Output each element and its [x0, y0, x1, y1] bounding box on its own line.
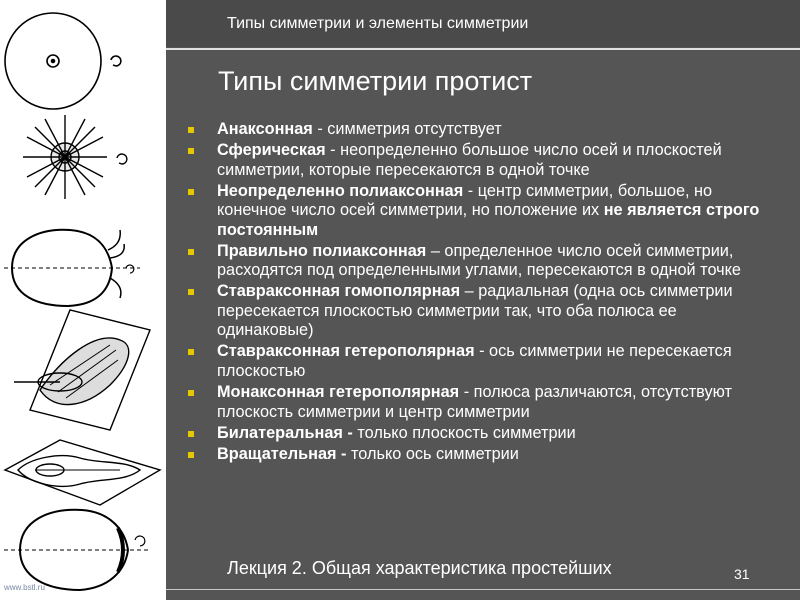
bullet-item: [186, 282, 771, 341]
footer-divider: [166, 589, 800, 590]
definition: - ось симметрии не пересекается плоскостью: [217, 342, 732, 380]
bullet-marker: [188, 390, 194, 396]
symmetry-illustrations-column: [0, 0, 166, 600]
slide-title: Типы симметрии протист: [218, 66, 533, 96]
watermark: www.bstl.ru: [4, 583, 45, 592]
term: Анаксонная: [217, 120, 313, 138]
anaxon-sphere-drawing: [5, 13, 121, 109]
term: Сферическая: [217, 141, 326, 160]
definition: - симметрия отсутствует: [312, 120, 502, 138]
bullet-item: [186, 445, 771, 465]
definition: только плоскость симметрии: [352, 423, 576, 442]
bullet-marker: [188, 249, 194, 255]
header-band: [166, 0, 800, 47]
term: Вращательная -: [217, 444, 347, 463]
definition: – радиальная (одна ось симметрии пересекается плоскостью симметрии так, что оба полюса ее одинаковые): [217, 282, 733, 340]
bullet-marker: [188, 127, 194, 133]
ciliate-planes-drawing: [14, 310, 150, 430]
term: Монаксонная гетерополярная: [217, 383, 460, 402]
bullet-marker: [188, 189, 194, 195]
flat-protist-drawing: [5, 440, 160, 505]
header-title: Типы симметрии и элементы симметрии: [227, 15, 529, 32]
definition: только ось симметрии: [346, 444, 519, 463]
definition: - центр симметрии, большое, но конечное число осей симметрии, но положение их: [217, 181, 713, 220]
term: Правильно полиаксонная: [217, 241, 427, 260]
bullet-item: [186, 182, 771, 241]
bullet-item: [186, 424, 771, 444]
radiolarian-drawing: [23, 115, 127, 199]
definition: - неопределенно большое число осей и плоскостей симметрии, которые пересекаются в одной точке: [217, 141, 722, 179]
bullet-list: [186, 120, 771, 466]
bullet-item: [186, 342, 771, 381]
term: Ставраксонная гомополярная: [217, 282, 461, 301]
protist-drawings: [0, 0, 166, 600]
bullet-item: [186, 242, 771, 281]
term: Билатеральная -: [217, 423, 353, 442]
bullet-item: [186, 120, 771, 140]
bullet-marker: [188, 431, 194, 437]
footer-lecture-title: Лекция 2. Общая характеристика простейших: [227, 558, 612, 578]
bilateral-cell-drawing: [4, 510, 150, 590]
content-panel: [166, 0, 800, 600]
emphasis: не является строго постоянным: [217, 201, 760, 239]
definition: - полюса различаются, отсутствуют плоскость симметрии и центр симметрии: [217, 383, 732, 421]
page-number: 31: [734, 566, 750, 582]
bullet-marker: [188, 289, 194, 295]
bullet-item: [186, 141, 771, 180]
definition: – определенное число осей симметрии, расходятся под определенными углами, пересекаются в одной точке: [217, 241, 741, 280]
flagellate-oval-drawing: [4, 230, 140, 306]
bullet-marker: [188, 349, 194, 355]
bullet-marker: [188, 452, 194, 458]
term: Ставраксонная гетерополярная: [217, 342, 475, 361]
term: Неопределенно полиаксонная: [217, 181, 464, 200]
bullet-marker: [188, 148, 194, 154]
header-divider: [166, 48, 800, 50]
bullet-item: [186, 383, 771, 422]
